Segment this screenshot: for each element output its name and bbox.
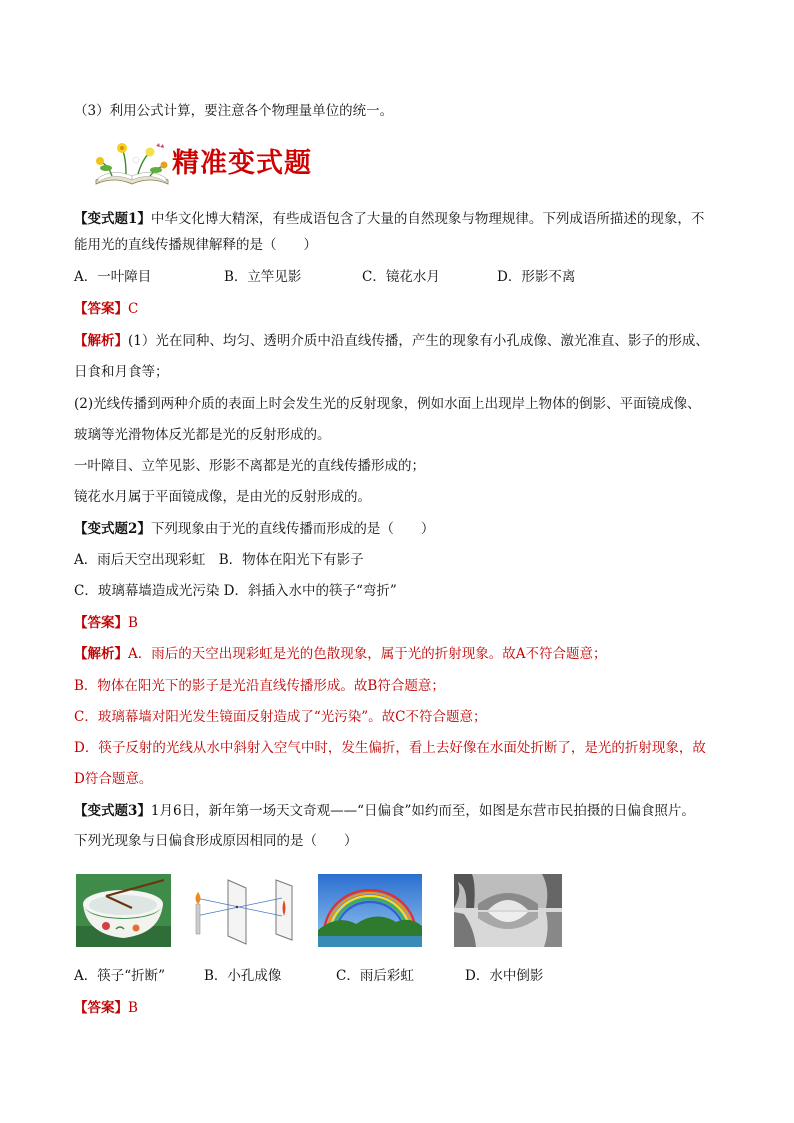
- book-flowers-icon: [92, 140, 172, 190]
- q1-answer: [74, 298, 734, 320]
- section-banner: [92, 140, 352, 190]
- q2-answer-tag: 【答案】: [74, 615, 128, 631]
- q3-option-a: A．筷子“折断”: [74, 968, 166, 984]
- bowl-chopstick-image: [76, 874, 171, 947]
- q2-analysis-tag: 【解析】: [74, 646, 128, 662]
- pinhole-imaging-image: [188, 874, 296, 947]
- q1-stem-text1: 中华文化博大精深，有些成语包含了大量的自然现象与物理规律。下列成语所描述的现象，不: [150, 211, 705, 227]
- q3-option-b: B．小孔成像: [204, 968, 282, 984]
- q3-answer-tag: 【答案】: [74, 1000, 128, 1016]
- q2-analysis-line5: D符合题意。: [74, 771, 153, 787]
- bridge-reflection-image: [454, 874, 562, 947]
- q3-stem-line2: 下列光现象与日偏食形成原因相同的是（ ）: [74, 833, 358, 849]
- q2-stem-text: 下列现象由于光的直线传播而形成的是（ ）: [150, 521, 435, 537]
- q1-stem-line1: [74, 208, 734, 230]
- q1-analysis-line2: 日食和月食等；: [74, 364, 169, 380]
- q3-answer-value: B: [128, 1000, 138, 1016]
- q1-analysis-text1: (1）光在同种、均匀、透明介质中沿直线传播，产生的现象有小孔成像、激光准直、影子的形成、: [128, 333, 709, 349]
- q3-stem-text1: 1月6日，新年第一场天文奇观——“日偏食”如约而至，如图是东营市民拍摄的日偏食照片。: [150, 803, 695, 819]
- q3-stem-line1: [74, 800, 734, 822]
- q2-analysis-line1: [74, 643, 734, 665]
- q2-options-line1: A．雨后天空出现彩虹 B．物体在阳光下有影子: [74, 552, 364, 568]
- section-title: 精准变式题: [172, 148, 312, 179]
- q3-answer: [74, 997, 734, 1019]
- q3-option-d: D．水中倒影: [465, 968, 544, 984]
- q1-analysis-line6: 镜花水月属于平面镜成像，是由光的反射形成的。: [74, 489, 371, 505]
- q1-answer-tag: 【答案】: [74, 301, 128, 317]
- q2-analysis-line2: B．物体在阳光下的影子是光沿直线传播形成。故B符合题意；: [74, 678, 445, 694]
- q1-analysis-line5: 一叶障目、立竿见影、形影不离都是光的直线传播形成的；: [74, 458, 425, 474]
- q2-stem: [74, 518, 734, 540]
- q1-analysis-tag: 【解析】: [74, 333, 128, 349]
- q1-option-b: B．立竿见影: [224, 269, 302, 285]
- q3-tag: 【变式题3】: [74, 803, 151, 819]
- q2-analysis-line3: C．玻璃幕墙对阳光发生镜面反射造成了“光污染”。故C不符合题意；: [74, 709, 487, 725]
- q2-answer-value: B: [128, 615, 138, 631]
- q1-option-d: D．形影不离: [497, 269, 576, 285]
- q3-option-c: C．雨后彩虹: [336, 968, 414, 984]
- q1-stem-line2: 能用光的直线传播规律解释的是（ ）: [74, 237, 317, 253]
- q1-analysis-line1: [74, 330, 734, 352]
- q1-analysis-line3: (2)光线传播到两种介质的表面上时会发生光的反射现象，例如水面上出现岸上物体的倒影、平面镜成像、: [74, 396, 701, 412]
- intro-note: （3）利用公式计算，要注意各个物理量单位的统一。: [74, 103, 394, 119]
- q2-analysis-line4: D．筷子反射的光线从水中斜射入空气中时，发生偏折，看上去好像在水面处折断了，是光的折射现象，故: [74, 740, 706, 756]
- q2-options-line2: C．玻璃幕墙造成光污染 D．斜插入水中的筷子“弯折”: [74, 583, 397, 599]
- q1-option-c: C．镜花水月: [362, 269, 440, 285]
- q1-option-a: A．一叶障目: [74, 269, 152, 285]
- rainbow-image: [318, 874, 422, 947]
- q1-answer-value: C: [128, 301, 139, 317]
- q2-answer: [74, 612, 734, 634]
- q1-analysis-line4: 玻璃等光滑物体反光都是光的反射形成的。: [74, 427, 331, 443]
- q2-tag: 【变式题2】: [74, 521, 151, 537]
- q1-tag: 【变式题1】: [74, 211, 151, 227]
- q2-analysis-text1: A．雨后的天空出现彩虹是光的色散现象，属于光的折射现象。故A不符合题意；: [128, 646, 607, 662]
